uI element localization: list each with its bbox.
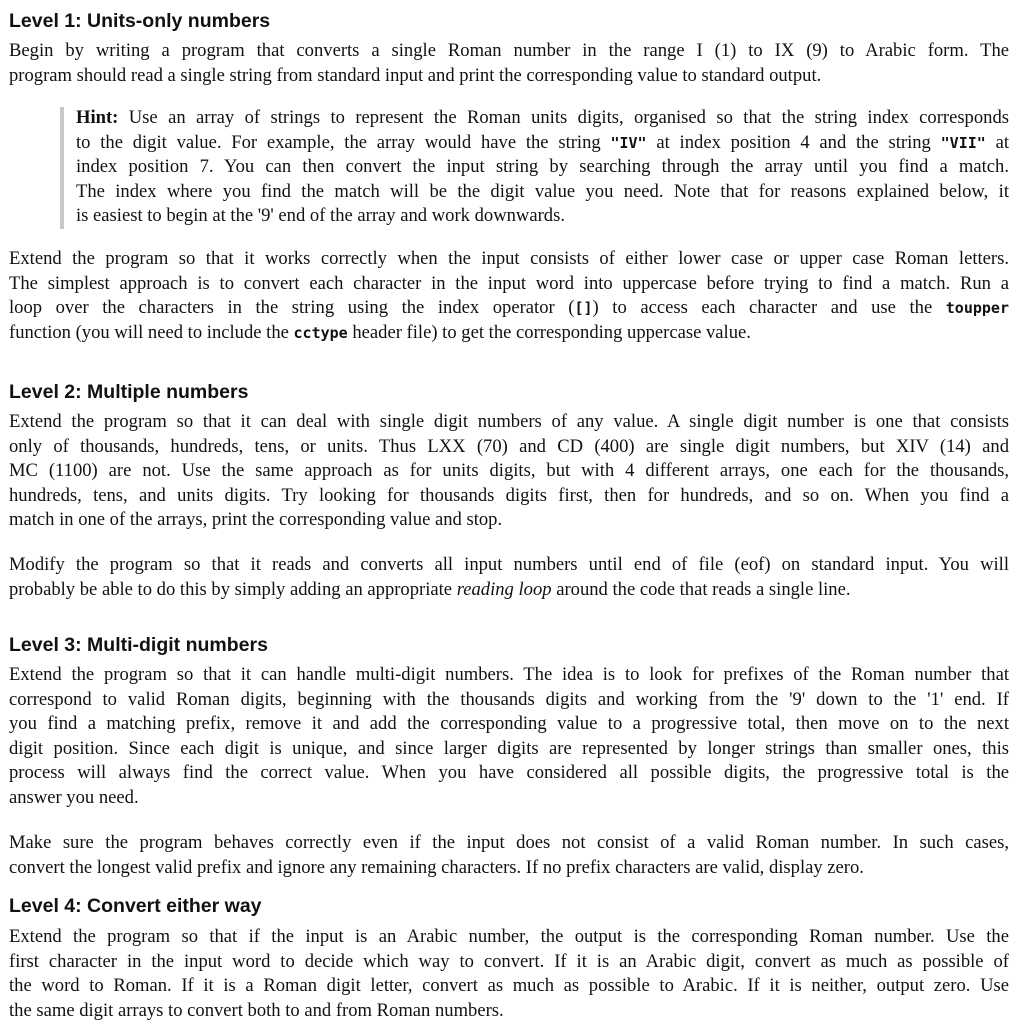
text-span: to the digit value. For example, the array would have the string [76,131,611,153]
inline-code: cctype [293,323,348,342]
text-line: Modify the program so that it reads and converts all input numbers until end of file (eof) on standard input. You will [9,554,1009,575]
text-line [9,296,1009,321]
text-line: hundreds, tens, and units digits. Try looking for thousands digits first, then for hundreds, and so on. When you find a [9,484,1009,506]
text-line: you find a matching prefix, remove it and add the corresponding value to a progressive total, then move on to the next [9,713,1009,735]
text-line: program should read a single string from standard input and print the corresponding value to standard output. [9,64,822,86]
text-span: function (you will need to include the [9,321,294,343]
text-span: ) to access each character and use the [592,297,946,319]
heading-level-1: Level 1: Units-only numbers [9,10,271,32]
text-line: only of thousands, hundreds, tens, or units. Thus LXX (70) and CD (400) are single digit numbers, but XIV (14) and [9,435,1009,457]
text-line [9,321,1009,346]
text-line: The simplest approach is to convert each character in the input word into uppercase before trying to find a match. Run a [9,272,1009,294]
inline-code: toupper [945,299,1009,318]
text-line: convert the longest valid prefix and ignore any remaining characters. If no prefix characters are valid, display zero. [9,856,864,878]
level-2-paragraph-1 [9,410,1009,533]
text-line [9,578,1009,603]
text-line [76,106,1009,131]
hint-quote-bar [60,107,64,229]
text-line: Make sure the program behaves correctly even if the input does not consist of a valid Roman number. In such cases, [9,832,1009,853]
emphasis-text: reading loop [456,578,552,600]
text-span: around the code that reads a single line. [551,578,851,600]
level-2-paragraph-2 [9,553,1009,602]
inline-code: "IV" [610,133,647,152]
text-line: Extend the program so that it can handle multi-digit numbers. The idea is to look for prefixes of the Roman number that [9,664,1009,685]
text-line: The index where you find the match will be the digit value you need. Note that for reasons explained below, it [76,180,1009,202]
text-line: Extend the program so that if the input is an Arabic number, the output is the corresponding Roman number. Use the [9,926,1009,947]
level-4-paragraph-1 [9,925,1009,1023]
text-line: digit position. Since each digit is unique, and since larger digits are represented by longer strings than smaller ones, this [9,737,1009,759]
inline-code: [] [574,299,593,318]
heading-level-3: Level 3: Multi-digit numbers [9,634,268,656]
text-line: the word to Roman. If it is a Roman digit letter, convert as much as possible to Arabic. If it is neither, output zero. Use [9,975,1009,997]
text-line: the same digit arrays to convert both to and from Roman numbers. [9,999,504,1021]
text-span: at [985,131,1009,153]
text-line: Extend the program so that it can deal with single digit numbers of any value. A single digit number is one that consists [9,411,1009,432]
level-1-paragraph-1 [9,39,1009,88]
text-line: index position 7. You can then convert the input string by searching through the array until you find a match. [76,156,1009,178]
text-line [76,131,1009,156]
text-line: MC (1100) are not. Use the same approach as for units digits, but with 4 different arrays, one each for the thousands, [9,460,1009,482]
heading-level-2: Level 2: Multiple numbers [9,381,249,403]
text-line: match in one of the arrays, print the corresponding value and stop. [9,509,503,531]
heading-level-4: Level 4: Convert either way [9,895,262,917]
text-line: Extend the program so that it works correctly when the input consists of either lower case or upper case Roman letters. [9,248,1009,269]
hint-block [76,106,1009,229]
hint-label: Hint: [76,107,119,128]
text-line: answer you need. [9,786,139,808]
text-span: at index position 4 and the string [646,131,941,153]
text-span: Use an array of strings to represent the Roman units digits, organised so that the string index corresponds [118,107,1009,128]
text-line: process will always find the correct value. When you have considered all possible digits, the progressive total is the [9,762,1009,784]
text-span: header file) to get the corresponding uppercase value. [347,321,751,343]
text-span: probably be able to do this by simply adding an appropriate [9,578,457,600]
level-1-paragraph-2 [9,247,1009,345]
text-span: loop over the characters in the string using the index operator ( [9,297,575,319]
text-line: Begin by writing a program that converts a single Roman number in the range I (1) to IX (9) to Arabic form. The [9,40,1009,61]
text-line: is easiest to begin at the '9' end of the array and work downwards. [76,205,565,227]
inline-code: "VII" [940,133,986,152]
level-3-paragraph-2 [9,831,1009,880]
text-line: correspond to valid Roman digits, beginning with the thousands digits and working from the '9' down to the '1' end. If [9,688,1009,710]
level-3-paragraph-1 [9,663,1009,811]
text-line: first character in the input word to decide which way to convert. If it is an Arabic digit, convert as much as possible of [9,950,1009,972]
